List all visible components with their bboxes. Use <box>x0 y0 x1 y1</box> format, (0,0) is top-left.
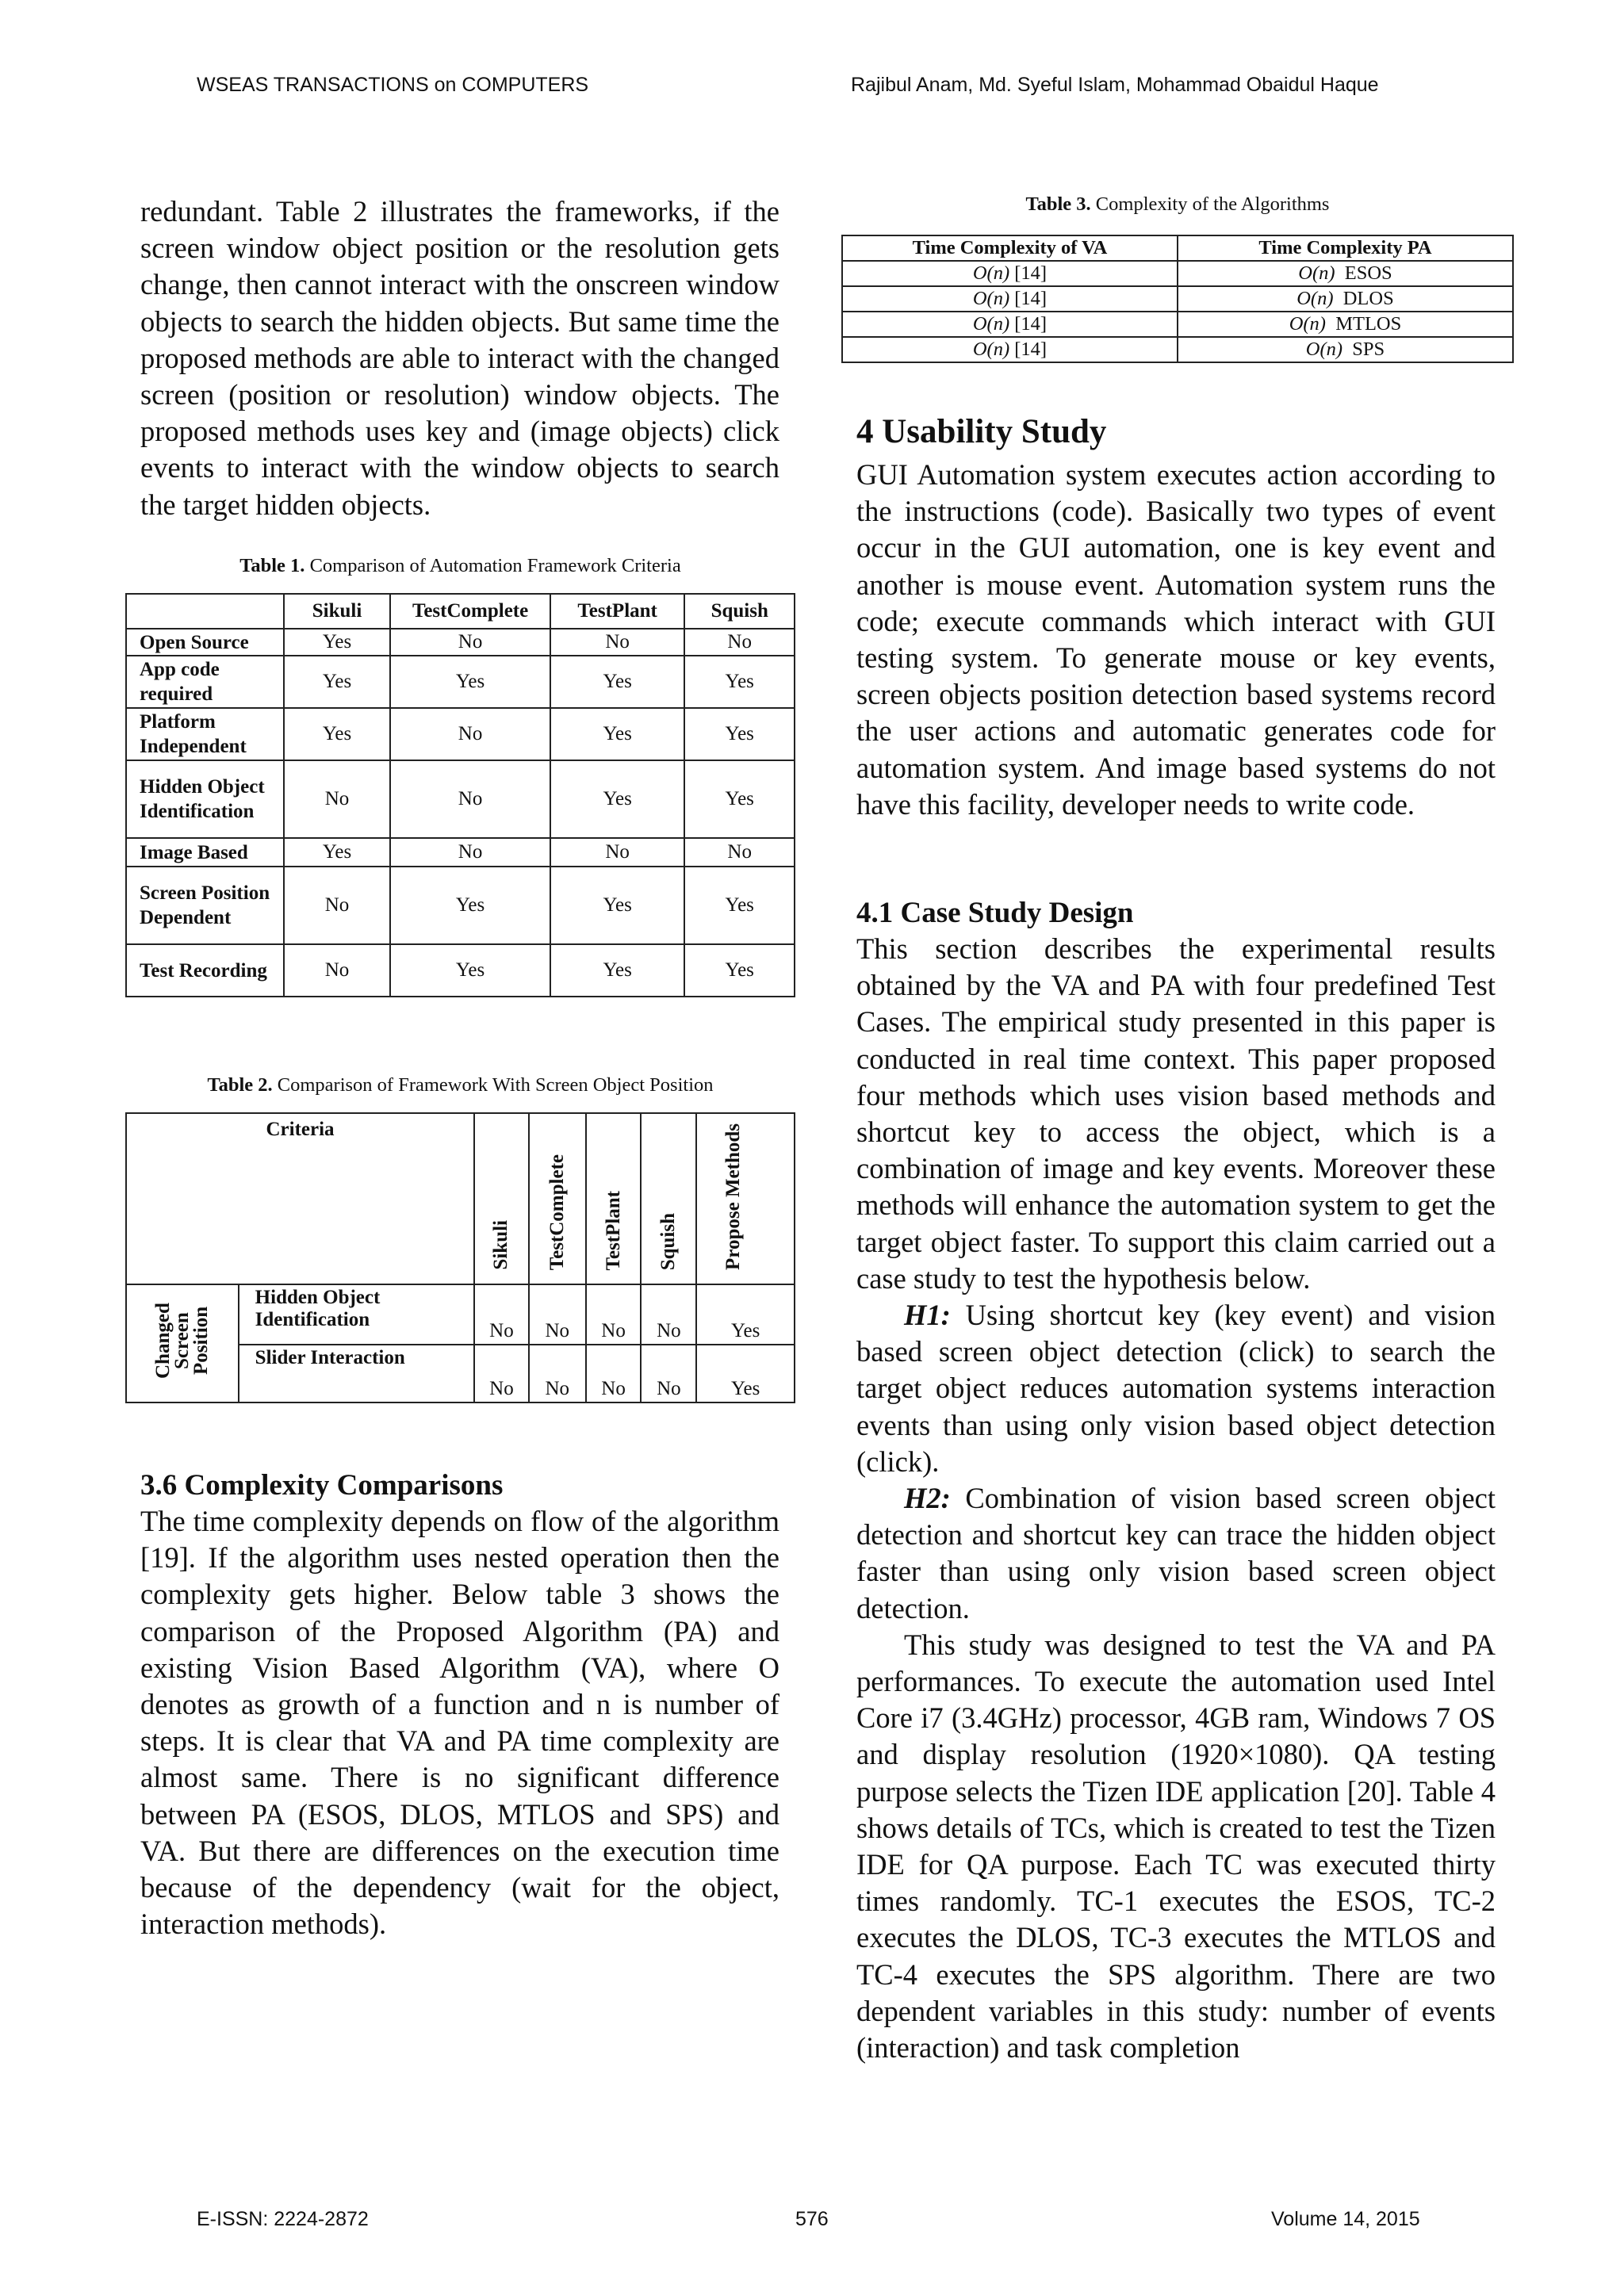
running-header-authors: Rajibul Anam, Md. Syeful Islam, Mohammad Obaidul Haque <box>851 74 1379 96</box>
table1-header-sikuli: Sikuli <box>284 594 391 629</box>
table2-header-row <box>126 1113 795 1284</box>
table3-caption-text: Complexity of the Algorithms <box>1090 193 1330 215</box>
table3-va-order: O(n) <box>972 262 1010 284</box>
section-3-6-heading: 3.6 Complexity Comparisons <box>140 1469 504 1502</box>
table1-cell: No <box>390 708 550 760</box>
table2-criteria-header: Criteria <box>126 1113 474 1284</box>
section-4-1-body <box>856 931 1496 2066</box>
running-header-journal: WSEAS TRANSACTIONS on COMPUTERS <box>197 74 589 96</box>
table2-col-propose-methods: Propose Methods <box>722 1123 745 1270</box>
table2-row-label: Slider Interaction <box>239 1345 474 1402</box>
table1-cell: Yes <box>684 867 795 944</box>
table1-cell: Yes <box>390 944 550 997</box>
table1-cell: Yes <box>284 656 391 708</box>
table1-cell: Yes <box>284 838 391 867</box>
table1-framework-criteria <box>125 593 795 997</box>
table-row <box>126 708 795 760</box>
table-row <box>126 944 795 997</box>
h2-text: Combination of vision based screen object detection and shortcut key can trace the hidden object faster than using only vision based screen object detection. <box>856 1482 1496 1624</box>
table-row <box>842 337 1513 362</box>
table1-criterion: Platform Independent <box>126 708 284 760</box>
table-row <box>842 286 1513 312</box>
table1-cell: No <box>550 838 685 867</box>
table2-col-testplant: TestPlant <box>602 1190 624 1270</box>
table2-caption <box>125 1074 795 1096</box>
table2-group-label: Changed Screen Position <box>151 1303 212 1379</box>
table1-header-testcomplete: TestComplete <box>390 594 550 629</box>
section-4-paragraph: GUI Automation system executes action according to the instructions (code). Basically two types of event occur in the GUI automation, one is key event and another is mouse event. Automation system runs the code; execute commands which interact with GUI testing system. To generate mouse or key events, screen objects position detection based systems record the user actions and automatic generates code for automation system. And image based systems do not have this facility, developer needs to write code. <box>856 458 1496 821</box>
table3-va-ref: [14] <box>1009 262 1048 284</box>
table3-pa-name: MTLOS <box>1325 313 1402 335</box>
section-4-heading: 4 Usability Study <box>856 413 1107 450</box>
table1-cell: Yes <box>390 867 550 944</box>
table1-cell: No <box>550 629 685 656</box>
table1-cell: Yes <box>684 944 795 997</box>
table2-cell: Yes <box>696 1345 795 1402</box>
table2-col-sikuli: Sikuli <box>490 1220 512 1270</box>
table3-caption <box>841 193 1514 216</box>
table-row <box>126 629 795 656</box>
table3-va-ref: [14] <box>1009 339 1048 360</box>
table1-cell: No <box>684 838 795 867</box>
h1-text: Using shortcut key (key event) and vision based screen object detection (click) to search the target object reduces automation systems interaction events than using only vision based object detection (click). <box>856 1299 1496 1478</box>
table3-pa-order: O(n) <box>1289 313 1326 335</box>
table1-caption-label: Table 1. <box>239 555 305 576</box>
table2-cell: No <box>474 1284 529 1345</box>
table1-cell: Yes <box>684 760 795 838</box>
intro-paragraph: redundant. Table 2 illustrates the frameworks, if the screen window object position or the resolution gets change, then cannot interact with the onscreen window objects to search the hidden objects. But same time the proposed methods are able to interact with the changed screen (position or resolution) window objects. The proposed methods uses key and (image objects) click events to interact with the window objects to search the target hidden objects. <box>140 195 779 521</box>
table2-cell: No <box>586 1345 642 1402</box>
table3-va-ref: [14] <box>1009 288 1048 309</box>
table2-caption-label: Table 2. <box>207 1074 273 1096</box>
table3-header-va: Time Complexity of VA <box>842 235 1178 261</box>
table1-header-blank <box>126 594 284 629</box>
table2-cell: No <box>641 1284 696 1345</box>
table1-cell: No <box>284 867 391 944</box>
table3-complexity <box>841 235 1514 363</box>
table1-cell: No <box>390 838 550 867</box>
table-row <box>126 656 795 708</box>
table1-cell: No <box>390 629 550 656</box>
table1-cell: Yes <box>684 708 795 760</box>
footer-volume: Volume 14, 2015 <box>1271 2208 1420 2230</box>
footer-page-number: 576 <box>795 2208 829 2230</box>
table1-cell: Yes <box>550 708 685 760</box>
table3-va-order: O(n) <box>972 288 1010 309</box>
footer-issn: E-ISSN: 2224-2872 <box>197 2208 369 2230</box>
table1-cell: Yes <box>284 708 391 760</box>
table1-header-row <box>126 594 795 629</box>
table-row <box>126 1284 795 1345</box>
table1-caption-text: Comparison of Automation Framework Criteria <box>304 555 681 576</box>
table1-cell: Yes <box>550 656 685 708</box>
hypothesis-h2 <box>856 1480 1496 1627</box>
left-column <box>140 193 779 523</box>
table1-header-squish: Squish <box>684 594 795 629</box>
table3-pa-order: O(n) <box>1298 262 1335 284</box>
table3-header-pa: Time Complexity PA <box>1178 235 1513 261</box>
table1-criterion: Screen Position Dependent <box>126 867 284 944</box>
table1-cell: Yes <box>390 656 550 708</box>
table1-criterion: App code required <box>126 656 284 708</box>
table1-criterion: Image Based <box>126 838 284 867</box>
table1-cell: No <box>684 629 795 656</box>
table-row <box>842 261 1513 286</box>
table3-va-ref: [14] <box>1009 313 1048 335</box>
table1-criterion: Test Recording <box>126 944 284 997</box>
table3-pa-name: SPS <box>1342 339 1385 360</box>
table2-cell: No <box>529 1345 586 1402</box>
table2-row-label: Hidden Object Identification <box>239 1284 474 1345</box>
table3-va-order: O(n) <box>972 313 1010 335</box>
section-4-1-heading: 4.1 Case Study Design <box>856 897 1134 929</box>
table2-screen-object-position <box>125 1112 795 1403</box>
table2-cell: No <box>586 1284 642 1345</box>
table1-criterion: Hidden Object Identification <box>126 760 284 838</box>
table1-header-testplant: TestPlant <box>550 594 685 629</box>
table2-caption-text: Comparison of Framework With Screen Object Position <box>272 1074 714 1096</box>
table2-cell: No <box>529 1284 586 1345</box>
h2-label: H2: <box>904 1482 951 1515</box>
table1-cell: Yes <box>284 629 391 656</box>
table2-col-testcomplete: TestComplete <box>546 1154 568 1270</box>
table3-pa-name: DLOS <box>1333 288 1394 309</box>
table2-col-squish: Squish <box>657 1212 680 1270</box>
table3-va-order: O(n) <box>972 339 1010 360</box>
table2-cell: Yes <box>696 1284 795 1345</box>
table-row <box>126 838 795 867</box>
table3-pa-order: O(n) <box>1305 339 1343 360</box>
table1-cell: No <box>390 760 550 838</box>
table1-caption <box>125 555 795 577</box>
table1-cell: Yes <box>550 867 685 944</box>
section-4-1-paragraph: This section describes the experimental results obtained by the VA and PA with four predefined Test Cases. The empirical study presented in this paper is conducted in real time context. This paper proposed four methods which uses vision based methods and shortcut key to access the object, which is a combination of image and key events. Moreover these methods will enhance the automation system to get the target object faster. To support this claim carried out a case study to test the hypothesis below. <box>856 932 1496 1295</box>
table2-cell: No <box>474 1345 529 1402</box>
table1-cell: Yes <box>550 760 685 838</box>
table3-header-row <box>842 235 1513 261</box>
section-3-6-paragraph: The time complexity depends on flow of the algorithm [19]. If the algorithm uses nested operation then the complexity gets higher. Below table 3 shows the comparison of the Proposed Algorithm (PA) and existing Vision Based Algorithm (VA), where O denotes as growth of a function and n is number of steps. It is clear that VA and PA time complexity are almost same. There is no significant difference between PA (ESOS, DLOS, MTLOS and SPS) and VA. But there are differences on the execution time because of the dependency (wait for the object, interaction methods). <box>140 1505 779 1941</box>
table3-caption-label: Table 3. <box>1025 193 1091 215</box>
h1-label: H1: <box>904 1299 951 1332</box>
section-3-6-body <box>140 1503 779 1942</box>
table3-pa-name: ESOS <box>1335 262 1392 284</box>
section-4-body <box>856 457 1496 823</box>
table-row <box>126 760 795 838</box>
table1-cell: No <box>284 760 391 838</box>
table1-criterion: Open Source <box>126 629 284 656</box>
table-row <box>842 312 1513 337</box>
table1-cell: Yes <box>684 656 795 708</box>
study-paragraph: This study was designed to test the VA and PA performances. To execute the automation used Intel Core i7 (3.4GHz) processor, 4GB ram, Windows 7 OS and display resolution (1920×1080). QA testing purpose selects the Tizen IDE application [20]. Table 4 shows details of TCs, which is created to test the Tizen IDE for QA purpose. Each TC was executed thirty times randomly. TC-1 executes the ESOS, TC-2 executes the DLOS, TC-3 executes the MTLOS and TC-4 executes the SPS algorithm. There are two dependent variables in this study: number of events (interaction) and task completion <box>856 1628 1496 2064</box>
table1-cell: No <box>284 944 391 997</box>
table1-cell: Yes <box>550 944 685 997</box>
table2-cell: No <box>641 1345 696 1402</box>
table3-pa-order: O(n) <box>1297 288 1334 309</box>
hypothesis-h1 <box>856 1297 1496 1480</box>
table-row <box>126 867 795 944</box>
